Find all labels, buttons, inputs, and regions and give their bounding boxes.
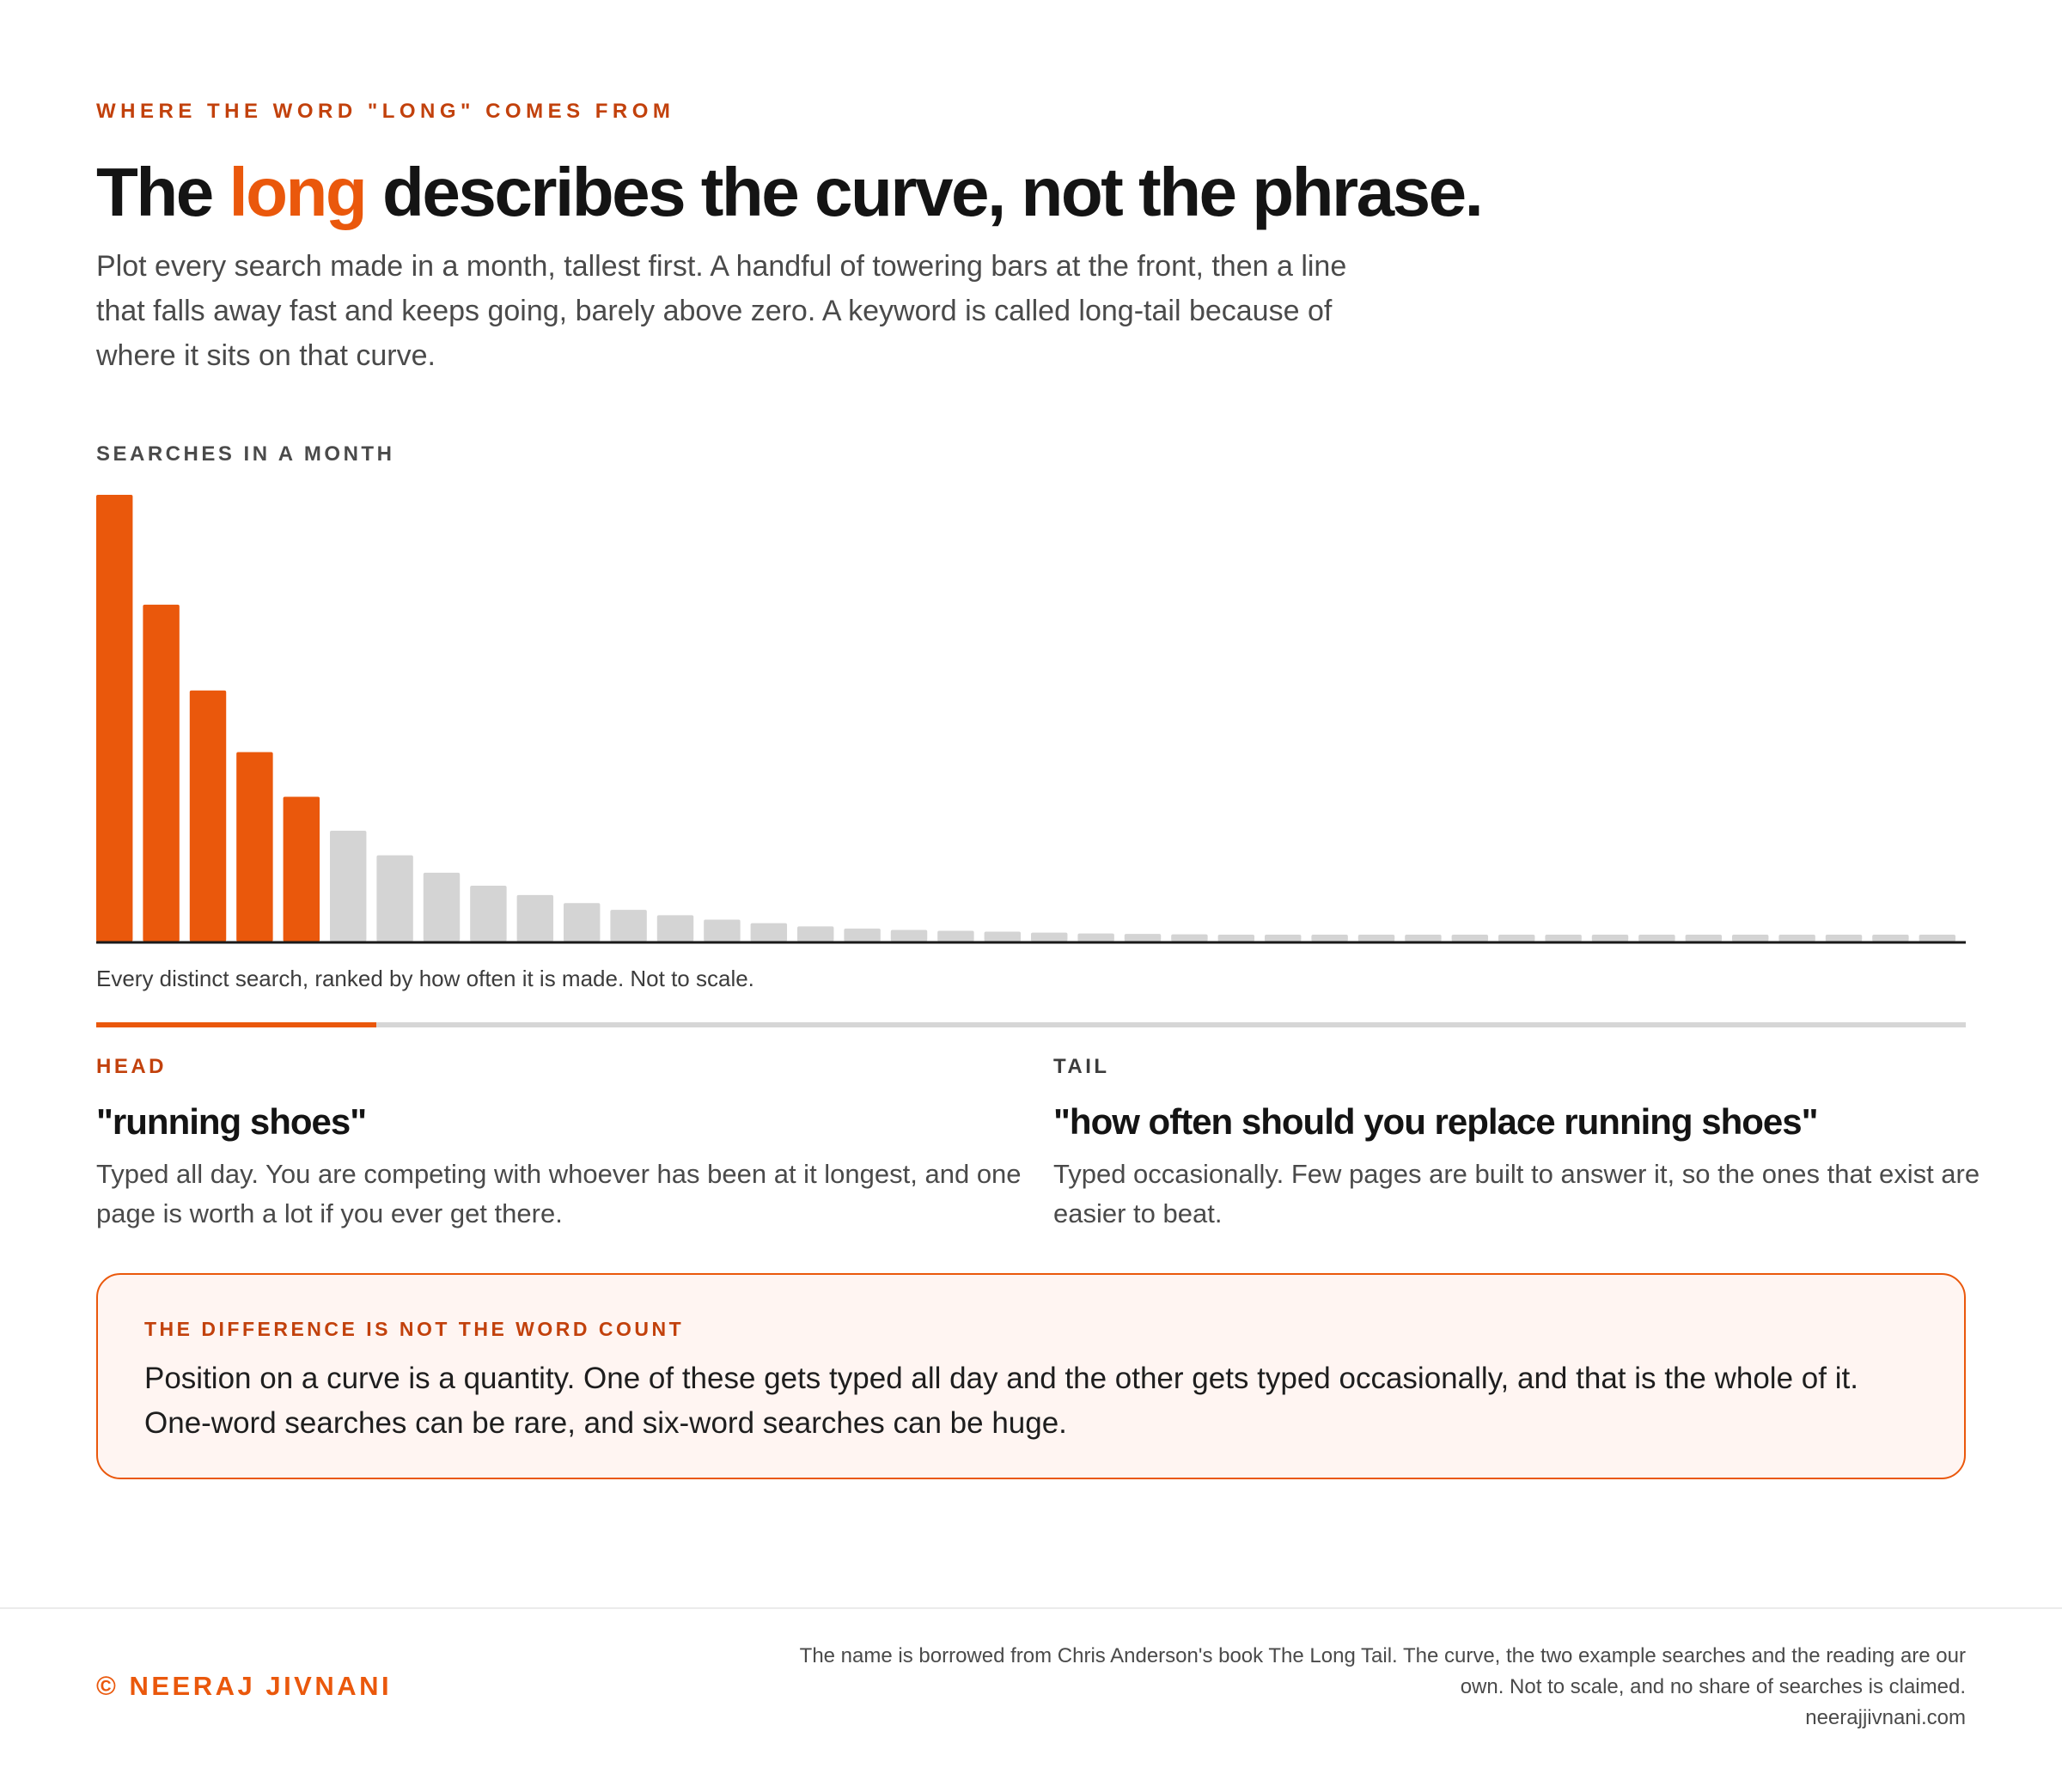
head-bar-5 xyxy=(284,797,320,942)
tail-bar-18 xyxy=(891,930,927,942)
callout-tag: THE DIFFERENCE IS NOT THE WORD COUNT xyxy=(144,1318,685,1340)
tail-tag: TAIL xyxy=(1053,1055,1110,1078)
tail-bar-7 xyxy=(376,856,412,942)
head-column xyxy=(96,1055,1024,1234)
brand-copyright: © NEERAJ JIVNANI xyxy=(96,1671,393,1701)
tail-bar-19 xyxy=(937,931,973,942)
tail-bar-40 xyxy=(1919,935,1955,942)
tail-bar-32 xyxy=(1545,935,1581,942)
head-phrase: "running shoes" xyxy=(96,1101,367,1142)
tail-bar-30 xyxy=(1452,935,1488,942)
tail-bar-26 xyxy=(1265,935,1301,942)
tail-bar-28 xyxy=(1358,935,1394,942)
tail-bar-13 xyxy=(657,915,693,942)
tail-bar-6 xyxy=(330,831,366,942)
tail-column xyxy=(1053,1055,1981,1234)
tail-bar-10 xyxy=(517,895,553,942)
callout-body: Position on a curve is a quantity. One of these gets typed all day and the other gets typed occasionally, and that is the whole of it. One-word searches can be rare, and six-word searches can be huge. xyxy=(144,1362,1858,1440)
tail-bar-37 xyxy=(1778,935,1815,942)
tail-bar-22 xyxy=(1077,934,1113,942)
footer-note xyxy=(780,1641,1966,1734)
tail-bar-8 xyxy=(424,873,460,942)
headline-accent-word: long xyxy=(229,154,366,230)
tail-bar-17 xyxy=(844,929,880,942)
tail-bar-33 xyxy=(1592,935,1628,942)
eyebrow: WHERE THE WORD "LONG" COMES FROM xyxy=(96,100,675,123)
tail-bar-34 xyxy=(1638,935,1675,942)
head-bar-3 xyxy=(190,691,226,942)
tail-description: Typed occasionally. Few pages are built to answer it, so the ones that exist are easier to beat. xyxy=(1053,1159,1980,1228)
tail-bar-39 xyxy=(1872,935,1908,942)
headline xyxy=(96,151,1481,234)
tail-phrase: "how often should you replace running shoes" xyxy=(1053,1101,1818,1142)
tail-bar-14 xyxy=(704,920,740,942)
tail-bar-35 xyxy=(1686,935,1722,942)
tail-bar-25 xyxy=(1218,935,1254,942)
footer-site-link[interactable]: neerajjivnani.com xyxy=(1805,1706,1966,1729)
chart-title: SEARCHES IN A MONTH xyxy=(96,442,395,466)
head-tag: HEAD xyxy=(96,1055,168,1078)
callout-box xyxy=(96,1273,1966,1479)
tail-bar-20 xyxy=(985,932,1021,942)
head-bar-1 xyxy=(96,495,132,942)
tail-bar-29 xyxy=(1405,935,1441,942)
tail-bar-11 xyxy=(564,903,600,942)
tail-bar-16 xyxy=(797,926,833,942)
head-tail-divider xyxy=(96,1022,1966,1027)
chart-note: Every distinct search, ranked by how often it is made. Not to scale. xyxy=(96,966,754,991)
head-divider-segment xyxy=(96,1022,376,1027)
tail-bar-12 xyxy=(610,910,646,942)
tail-bar-24 xyxy=(1171,935,1207,942)
tail-bar-21 xyxy=(1031,933,1067,942)
headline-after: describes the curve, not the phrase. xyxy=(365,154,1482,230)
head-bar-4 xyxy=(236,753,272,942)
tail-bar-31 xyxy=(1498,935,1534,942)
tail-bar-23 xyxy=(1125,934,1161,942)
tail-bar-15 xyxy=(751,923,787,942)
head-bar-2 xyxy=(143,605,179,942)
tail-bar-38 xyxy=(1826,935,1862,942)
rank-frequency-chart xyxy=(96,490,1966,947)
head-description: Typed all day. You are competing with whoever has been at it longest, and one page is worth a lot if you ever get there. xyxy=(96,1159,1022,1228)
lede-paragraph: Plot every search made in a month, tallest first. A handful of towering bars at the front, then a line that falls away fast and keeps going, barely above zero. A keyword is called long-tail because of where it sits on that curve. xyxy=(96,250,1347,372)
headline-before: The xyxy=(96,154,229,230)
footer-note-text: The name is borrowed from Chris Anderson's book The Long Tail. The curve, the two example searches and the reading are our own. Not to scale, and no share of searches is claimed. xyxy=(799,1644,1966,1698)
footer-divider xyxy=(0,1607,2062,1609)
tail-bar-9 xyxy=(470,886,506,942)
tail-bar-27 xyxy=(1311,935,1347,942)
tail-bar-36 xyxy=(1732,935,1768,942)
